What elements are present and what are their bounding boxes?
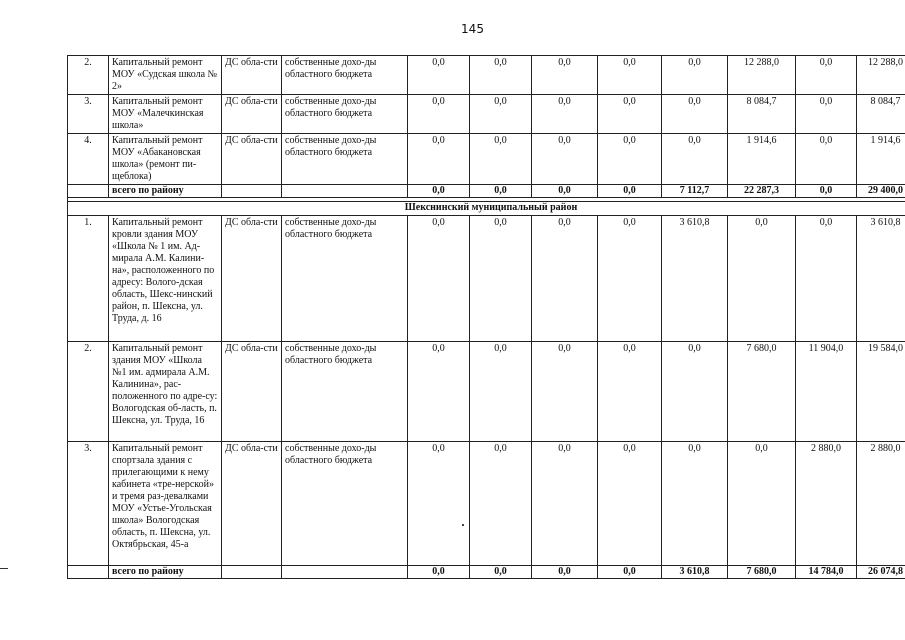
scan-speck (462, 524, 464, 526)
funding-type: собственные дохо-ды областного бюджета (282, 216, 408, 342)
value-cell: 0,0 (408, 95, 470, 134)
value-cell: 0,0 (532, 134, 598, 185)
total-value: 0,0 (796, 185, 857, 198)
district-total-row (68, 566, 905, 579)
value-cell: 0,0 (598, 442, 662, 566)
value-cell: 0,0 (662, 95, 728, 134)
total-value: 0,0 (598, 566, 662, 579)
funding-source: ДС обла-сти (222, 134, 282, 185)
value-cell: 8 084,7 (728, 95, 796, 134)
total-value: 0,0 (532, 185, 598, 198)
total-value: 22 287,3 (728, 185, 796, 198)
district-total-row (68, 185, 905, 198)
object-name: Капитальный ремонт МОУ «Абакановская школа» (ремонт пи-щеблока) (109, 134, 222, 185)
value-cell: 0,0 (470, 95, 532, 134)
total-value: 7 112,7 (662, 185, 728, 198)
value-cell: 3 610,8 (662, 216, 728, 342)
funding-source: ДС обла-сти (222, 95, 282, 134)
object-name: Капитальный ремонт МОУ «Судская школа № 2» (109, 56, 222, 95)
value-cell: 0,0 (796, 216, 857, 342)
value-cell: 7 680,0 (728, 342, 796, 442)
table-row (68, 134, 905, 185)
value-cell: 0,0 (408, 342, 470, 442)
total-value: 26 074,8 (857, 566, 905, 579)
value-cell: 0,0 (598, 95, 662, 134)
margin-mark (0, 568, 8, 569)
total-value: 3 610,8 (662, 566, 728, 579)
total-value: 0,0 (408, 566, 470, 579)
value-cell: 1 914,6 (857, 134, 905, 185)
value-cell: 0,0 (598, 216, 662, 342)
value-cell: 0,0 (598, 134, 662, 185)
value-cell: 0,0 (598, 56, 662, 95)
budget-table (67, 55, 905, 579)
funding-type: собственные дохо-ды областного бюджета (282, 134, 408, 185)
funding-type: собственные дохо-ды областного бюджета (282, 95, 408, 134)
value-cell: 0,0 (796, 134, 857, 185)
value-cell: 2 880,0 (796, 442, 857, 566)
value-cell: 0,0 (796, 95, 857, 134)
funding-type: собственные дохо-ды областного бюджета (282, 56, 408, 95)
value-cell: 0,0 (532, 442, 598, 566)
total-value: 14 784,0 (796, 566, 857, 579)
object-name: Капитальный ремонт кровли здания МОУ «Школа № 1 им. Ад-мирала А.М. Калини-на», расположенного по адресу: Волого-дская область, Шекс-нинский район, п. Шексна, ул. Труда, д. 16 (109, 216, 222, 342)
value-cell: 12 288,0 (728, 56, 796, 95)
value-cell: 0,0 (470, 342, 532, 442)
total-value: 0,0 (408, 185, 470, 198)
funding-type: собственные дохо-ды областного бюджета (282, 442, 408, 566)
funding-source: ДС обла-сти (222, 56, 282, 95)
district-name: Шекснинский муниципальный район (68, 202, 905, 216)
row-number: 4. (68, 134, 109, 185)
value-cell: 0,0 (598, 342, 662, 442)
value-cell: 19 584,0 (857, 342, 905, 442)
value-cell: 0,0 (470, 56, 532, 95)
value-cell: 0,0 (408, 442, 470, 566)
value-cell: 12 288,0 (857, 56, 905, 95)
table-row (68, 56, 905, 95)
value-cell: 8 084,7 (857, 95, 905, 134)
row-number: 3. (68, 95, 109, 134)
total-value: 0,0 (470, 185, 532, 198)
district-header-row (68, 202, 905, 216)
value-cell: 11 904,0 (796, 342, 857, 442)
value-cell: 0,0 (662, 442, 728, 566)
table-row (68, 216, 905, 342)
value-cell: 0,0 (532, 342, 598, 442)
total-value: 29 400,0 (857, 185, 905, 198)
value-cell: 2 880,0 (857, 442, 905, 566)
table-row (68, 342, 905, 442)
funding-source: ДС обла-сти (222, 342, 282, 442)
value-cell: 0,0 (408, 134, 470, 185)
table-row (68, 95, 905, 134)
value-cell: 0,0 (470, 442, 532, 566)
value-cell: 0,0 (408, 216, 470, 342)
value-cell: 0,0 (662, 342, 728, 442)
object-name: Капитальный ремонт МОУ «Малечкинская школа» (109, 95, 222, 134)
value-cell: 0,0 (662, 56, 728, 95)
total-value: 0,0 (532, 566, 598, 579)
value-cell: 0,0 (532, 56, 598, 95)
value-cell: 1 914,6 (728, 134, 796, 185)
row-number: 1. (68, 216, 109, 342)
value-cell: 0,0 (532, 95, 598, 134)
page-number: 145 (461, 22, 484, 36)
funding-source: ДС обла-сти (222, 216, 282, 342)
value-cell: 0,0 (728, 442, 796, 566)
total-label: всего по району (109, 185, 222, 198)
value-cell: 0,0 (728, 216, 796, 342)
funding-type: собственные дохо-ды областного бюджета (282, 342, 408, 442)
object-name: Капитальный ремонт здания МОУ «Школа №1 им. адмирала А.М. Калинина», рас-положенного по адре-су: Вологодская об-ласть, п. Шексна, ул. Труда, 16 (109, 342, 222, 442)
row-number: 2. (68, 342, 109, 442)
value-cell: 0,0 (470, 216, 532, 342)
value-cell: 0,0 (796, 56, 857, 95)
total-value: 0,0 (470, 566, 532, 579)
value-cell: 0,0 (408, 56, 470, 95)
object-name: Капитальный ремонт спортзала здания с прилегающими к нему кабинета «тре-нерской» и тремя раз-девалками МОУ «Устье-Угольская школа» Вологодская область, п. Шексна, ул. Октябрьская, 45-а (109, 442, 222, 566)
funding-source: ДС обла-сти (222, 442, 282, 566)
row-number: 3. (68, 442, 109, 566)
total-value: 0,0 (598, 185, 662, 198)
total-label: всего по району (109, 566, 222, 579)
value-cell: 3 610,8 (857, 216, 905, 342)
row-number: 2. (68, 56, 109, 95)
value-cell: 0,0 (662, 134, 728, 185)
table-row (68, 442, 905, 566)
table-body (68, 56, 905, 579)
total-value: 7 680,0 (728, 566, 796, 579)
value-cell: 0,0 (470, 134, 532, 185)
value-cell: 0,0 (532, 216, 598, 342)
